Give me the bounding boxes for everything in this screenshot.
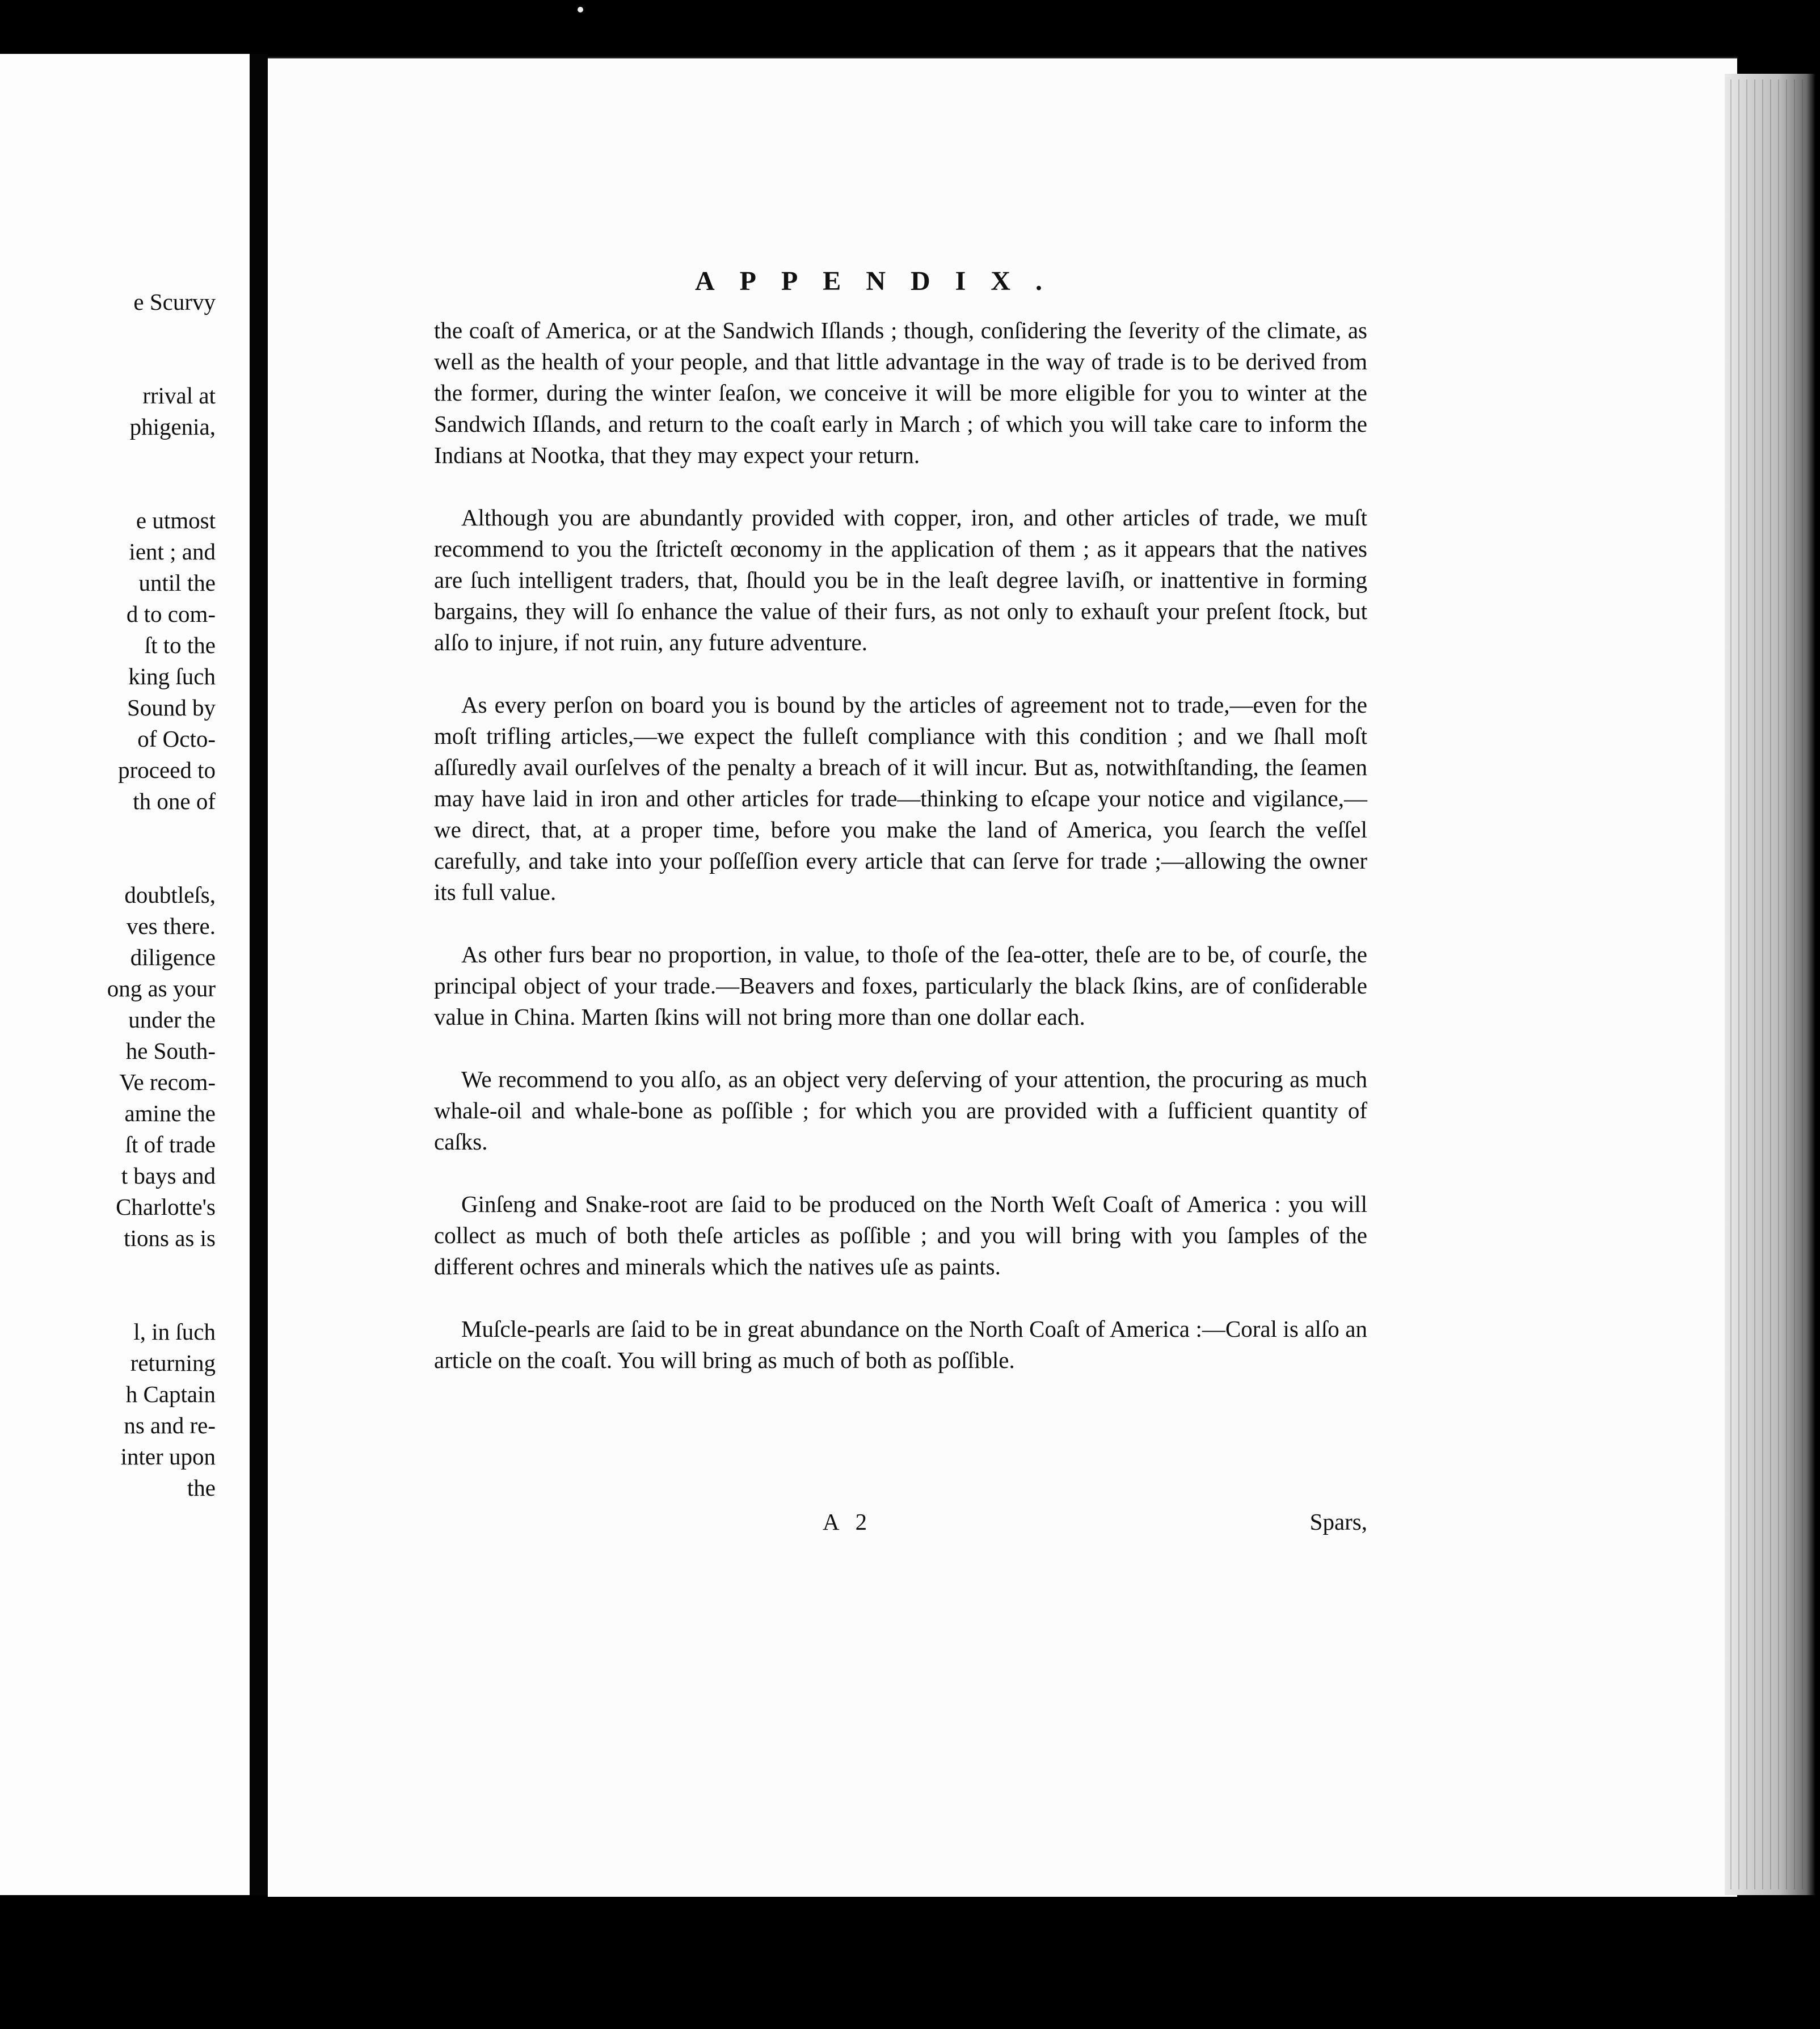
left-page-line: under the (128, 1007, 216, 1033)
paragraph: Ginſeng and Snake-root are ſaid to be produced on the North Weſt Coaſt of America : you will collect as much of both theſe articles as poſſible ; and you will bring with you ſamples of the different ochres and minerals which the natives uſe as paints. (434, 1191, 1367, 1279)
left-page-line: king ſuch (128, 663, 216, 689)
left-page-line: t bays and (121, 1163, 216, 1189)
left-page-line: proceed to (118, 757, 216, 783)
left-page-line: phigenia, (129, 414, 216, 440)
left-page-line: l, in ſuch (133, 1319, 216, 1345)
scan-speck (578, 7, 583, 12)
book-gutter (250, 54, 268, 1895)
left-page-line: th one of (133, 788, 216, 814)
left-page-line: tions as is (124, 1225, 216, 1251)
left-page-line: d to com- (126, 601, 216, 627)
left-page-line: h Captain (125, 1381, 216, 1407)
left-page-line: returning (130, 1350, 216, 1376)
left-page-line: he South- (125, 1038, 216, 1064)
paragraph: the coaſt of America, or at the Sandwich Iſlands ; though, conſidering the ſeverity of the climate, as well as the health of your people, and that little advantage in the way of trade is to be derived from the former, during the winter ſeaſon, we conceive it will be more eligible for you to winter at the Sandwich Iſlands, and return to the coaſt early in March ; of which you will take care to inform the Indians at Nootka, that they may expect your return. (434, 317, 1367, 468)
left-page-line: of Octo- (137, 726, 216, 752)
catchword: Spars, (1309, 1509, 1367, 1535)
left-page-line: ns and re- (124, 1412, 216, 1438)
left-page-line: e Scurvy (133, 289, 216, 315)
left-page-line: amine the (124, 1100, 216, 1126)
body-text (434, 315, 1367, 1407)
paragraph: Although you are abundantly provided with copper, iron, and other articles of trade, we muſt recommend to you the ſtricteſt œconomy in the application of them ; as it appears that the natives are ſuch intelligent traders, that, ſhould you be in the leaſt degree laviſh, or inattentive in forming bargains, they will ſo enhance the value of their furs, as not only to exhauſt your preſent ſtock, but alſo to injure, if not ruin, any future adventure. (434, 504, 1367, 655)
left-page-line: ves there. (126, 913, 216, 939)
left-page-line: the (187, 1475, 216, 1501)
left-page (0, 54, 250, 1895)
left-page-line: doubtleſs, (124, 882, 216, 908)
left-page-line: ſt to the (144, 632, 216, 658)
left-page-line: Charlotte's (116, 1194, 216, 1220)
running-head: APPENDIX. (695, 266, 1067, 296)
left-page-line: ient ; and (129, 538, 216, 565)
left-page-line: Ve recom- (119, 1069, 216, 1095)
page-footer (434, 1508, 1367, 1542)
left-page-line: inter upon (120, 1443, 216, 1470)
left-page-line: until the (138, 570, 216, 596)
paragraph: As every perſon on board you is bound by the articles of agreement not to trade,—even for the moſt trifling articles,—we expect the fulleſt compliance with this condition ; and we ſhall moſt aſſuredly avail ourſelves of the penalty a breach of it will incur. But as, notwithſtanding, the ſeamen may have laid in iron and other articles for trade—thinking to eſcape your notice and vigilance,—we direct, that, at a proper time, before you make the land of America, you ſearch the veſſel carefully, and take into your poſſeſſion every article that can ſerve for trade ;—allowing the owner its full value. (434, 692, 1367, 905)
left-page-line: rrival at (142, 382, 216, 409)
paragraph: We recommend to you alſo, as an object very deſerving of your attention, the procuring as much whale-oil and whale-bone as poſſible ; for which you are provided with a ſufficient quantity of caſks. (434, 1066, 1367, 1155)
left-page-line: ſt of trade (125, 1131, 216, 1157)
left-page-line: Sound by (127, 694, 216, 721)
left-page-line: e utmost (136, 507, 216, 533)
signature-mark: A 2 (823, 1509, 873, 1535)
left-page-line: diligence (130, 944, 216, 970)
left-page-line: ong as your (107, 975, 216, 1001)
paragraph: As other furs bear no proportion, in value, to thoſe of the ſea-otter, theſe are to be, of courſe, the principal object of your trade.—Beavers and foxes, particularly the black ſkins, are of conſiderable value in China. Marten ſkins will not bring more than one dollar each. (434, 941, 1367, 1030)
page-edge-texture (1730, 79, 1804, 1889)
paragraph: Muſcle-pearls are ſaid to be in great abundance on the North Coaſt of America :—Coral is alſo an article on the coaſt. You will bring as much of both as poſſible. (434, 1316, 1367, 1373)
